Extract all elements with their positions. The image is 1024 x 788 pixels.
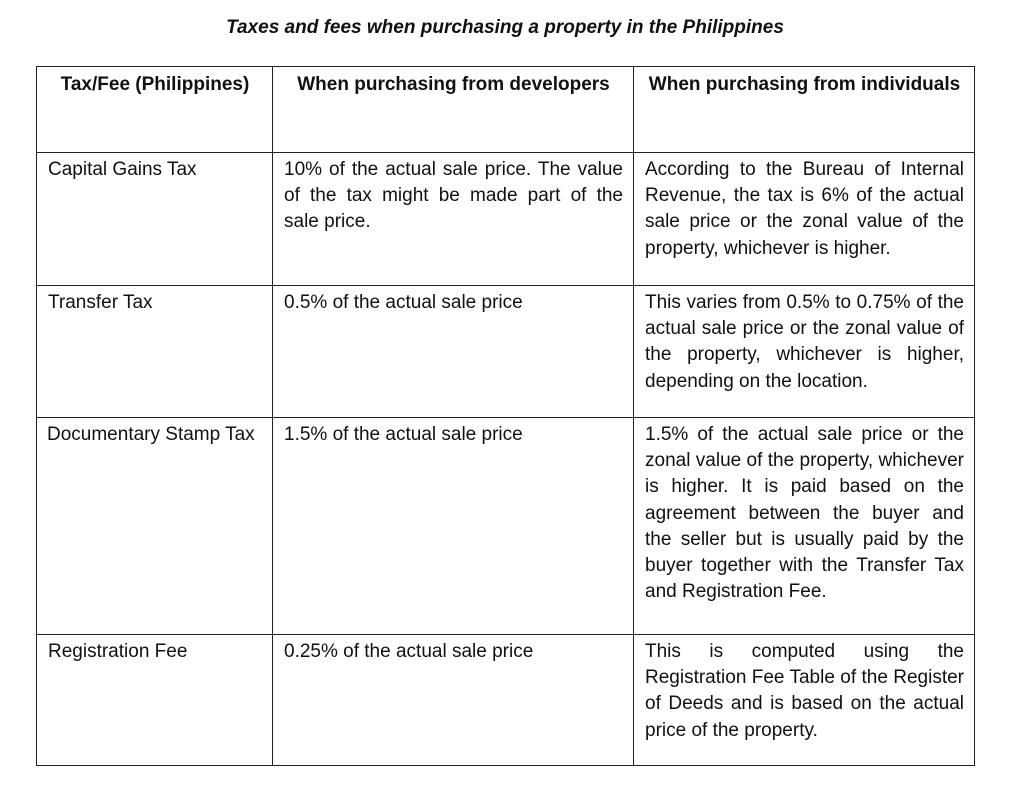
table-row bbox=[37, 153, 975, 286]
tax-fee-name: Capital Gains Tax bbox=[37, 153, 273, 286]
table-header bbox=[37, 67, 975, 153]
individuals-cell: According to the Bureau of Internal Revenue, the tax is 6% of the actual sale price or the zonal value of the property, whichever is higher. bbox=[634, 153, 975, 286]
developers-cell: 0.25% of the actual sale price bbox=[273, 635, 634, 766]
header-row bbox=[37, 67, 975, 153]
developers-cell: 10% of the actual sale price. The value of the tax might be made part of the sale price. bbox=[273, 153, 634, 286]
developers-cell: 0.5% of the actual sale price bbox=[273, 286, 634, 418]
individuals-cell: This is computed using the Registration Fee Table of the Register of Deeds and is based on the actual price of the property. bbox=[634, 635, 975, 766]
table-row bbox=[37, 418, 975, 635]
header-developers: When purchasing from developers bbox=[273, 67, 634, 153]
table-body bbox=[37, 153, 975, 766]
individuals-cell: This varies from 0.5% to 0.75% of the actual sale price or the zonal value of the property, whichever is higher, depending on the location. bbox=[634, 286, 975, 418]
tax-fee-table bbox=[36, 66, 975, 766]
tax-fee-name: Documentary Stamp Tax bbox=[37, 418, 273, 635]
individuals-cell: 1.5% of the actual sale price or the zonal value of the property, whichever is higher. It is paid based on the agreement between the buyer and the seller but is usually paid by the buyer together with the Transfer Tax and Registration Fee. bbox=[634, 418, 975, 635]
table-row bbox=[37, 286, 975, 418]
tax-fee-name: Registration Fee bbox=[37, 635, 273, 766]
developers-cell: 1.5% of the actual sale price bbox=[273, 418, 634, 635]
table-row bbox=[37, 635, 975, 766]
page-title: Taxes and fees when purchasing a property in the Philippines bbox=[226, 17, 784, 38]
tax-fee-name: Transfer Tax bbox=[37, 286, 273, 418]
header-individuals: When purchasing from individuals bbox=[634, 67, 975, 153]
header-tax-fee: Tax/Fee (Philippines) bbox=[37, 67, 273, 153]
